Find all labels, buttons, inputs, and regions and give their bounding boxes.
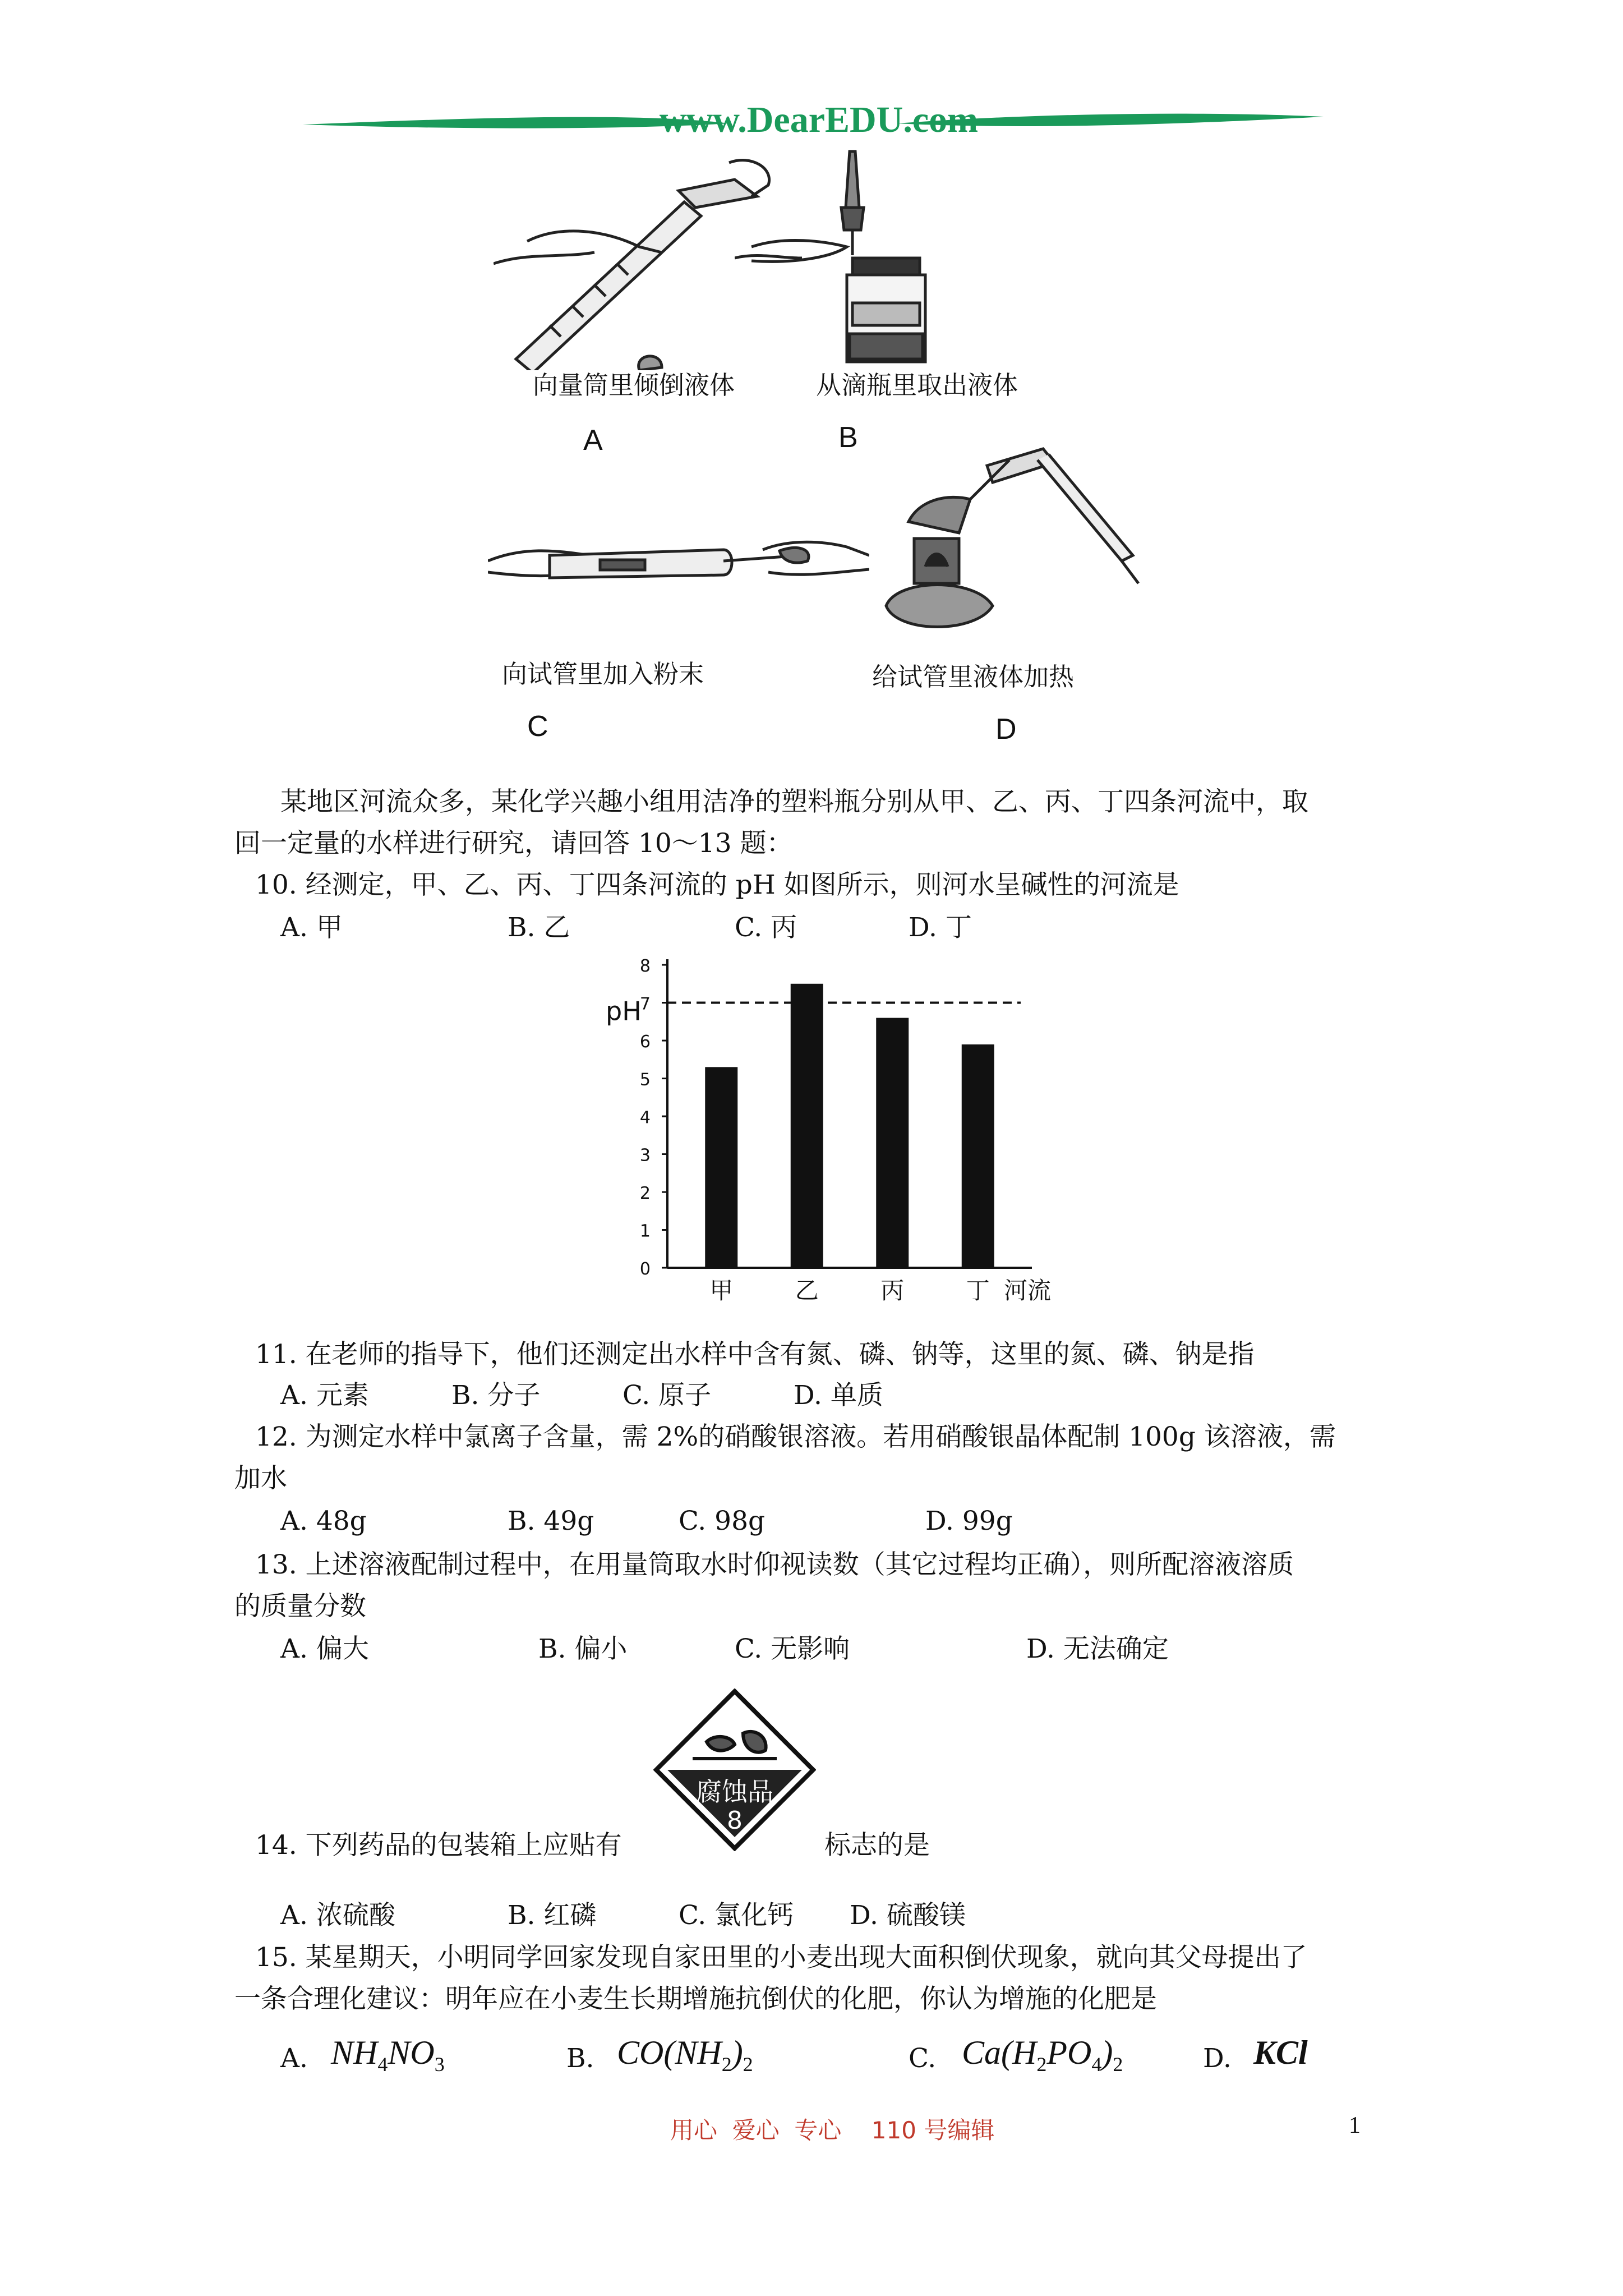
header-banner <box>303 101 1324 146</box>
y-tick-label: 3 <box>639 1145 651 1166</box>
intro-line-2: 回一定量的水样进行研究，请回答 10～13 题： <box>234 828 793 859</box>
q11-option-d[interactable]: D. 单质 <box>794 1380 883 1411</box>
category-label: 乙 <box>795 1277 819 1304</box>
q14-option-b[interactable]: B. 红磷 <box>508 1900 597 1931</box>
header-brand[interactable]: www.DearEDU.com <box>659 99 979 140</box>
q15-option-a-letter[interactable]: A. <box>280 2043 308 2074</box>
category-label: 甲 <box>709 1277 734 1304</box>
category-label: 丙 <box>880 1277 905 1304</box>
q12-option-a[interactable]: A. 48g <box>280 1506 367 1536</box>
footer-text: 用心 爱心 专心 110 号编辑 <box>670 2116 995 2144</box>
figure-a-letter: A <box>583 424 603 457</box>
figure-c-letter: C <box>527 710 548 743</box>
figure-d-illustration <box>875 438 1144 639</box>
q14-text-before: 14. 下列药品的包装箱上应贴有 <box>255 1830 622 1861</box>
q15-option-b-letter[interactable]: B. <box>566 2043 594 2074</box>
y-tick-label: 2 <box>639 1184 651 1203</box>
y-axis-label: pH <box>606 996 642 1027</box>
q15-option-d-formula: KCl <box>1253 2034 1308 2071</box>
ph-chart-svg <box>594 948 1054 1318</box>
bar-0 <box>705 1067 737 1268</box>
q15-option-b-formula: $CO(NH_2)_2$ <box>617 2034 753 2076</box>
q12-text-line-1: 12. 为测定水样中氯离子含量，需 2%的硝酸银溶液。若用硝酸银晶体配制 100g 该溶液，需 <box>255 1421 1336 1452</box>
bar-3 <box>962 1045 994 1268</box>
y-tick-label: 0 <box>639 1259 651 1279</box>
q13-option-d[interactable]: D. 无法确定 <box>1026 1634 1169 1664</box>
bar-2 <box>876 1018 909 1268</box>
q11-option-a[interactable]: A. 元素 <box>280 1380 369 1411</box>
q11-text: 11. 在老师的指导下，他们还测定出水样中含有氮、磷、钠等，这里的氮、磷、钠是指 <box>255 1339 1255 1370</box>
q14-option-a[interactable]: A. 浓硫酸 <box>280 1900 395 1931</box>
page-number: 1 <box>1349 2113 1361 2138</box>
figure-c-illustration <box>488 516 869 606</box>
q15-text-line-2: 一条合理化建议：明年应在小麦生长期增施抗倒伏的化肥，你认为增施的化肥是 <box>234 1984 1157 2014</box>
q14-option-d[interactable]: D. 硫酸镁 <box>850 1900 966 1931</box>
y-tick-label: 1 <box>639 1221 651 1241</box>
q15-option-c-formula: $Ca(H_2PO_4)_2$ <box>962 2034 1123 2076</box>
y-tick-label: 5 <box>639 1070 651 1090</box>
q15-text-line-1: 15. 某星期天，小明同学回家发现自家田里的小麦出现大面积倒伏现象，就向其父母提出了 <box>255 1942 1307 1973</box>
figure-d-letter: D <box>995 713 1017 746</box>
q14-option-c[interactable]: C. 氯化钙 <box>679 1900 794 1931</box>
q13-option-a[interactable]: A. 偏大 <box>280 1634 369 1664</box>
q12-option-c[interactable]: C. 98g <box>679 1506 766 1536</box>
y-tick-label: 8 <box>639 956 651 976</box>
figure-b-letter: B <box>838 421 858 454</box>
corrosive-sign <box>653 1688 816 1851</box>
y-tick-label: 4 <box>639 1108 651 1128</box>
q15-option-d-letter[interactable]: D. <box>1203 2043 1232 2074</box>
category-label: 丁 <box>966 1277 990 1304</box>
ph-bar-chart <box>594 948 1054 1318</box>
q13-option-b[interactable]: B. 偏小 <box>538 1634 628 1664</box>
q13-option-c[interactable]: C. 无影响 <box>735 1634 850 1664</box>
q12-option-b[interactable]: B. 49g <box>508 1506 594 1536</box>
y-tick-label: 7 <box>639 994 651 1014</box>
intro-line-1: 某地区河流众多，某化学兴趣小组用洁净的塑料瓶分别从甲、乙、丙、丁四条河流中，取 <box>280 786 1308 817</box>
figure-b-caption: 从滴瓶里取出液体 <box>816 370 1018 400</box>
figure-a-caption: 向量筒里倾倒液体 <box>533 370 735 400</box>
q11-option-c[interactable]: C. 原子 <box>623 1380 712 1411</box>
corrosive-sign-number: 8 <box>727 1806 743 1835</box>
q10-option-d[interactable]: D. 丁 <box>909 912 972 943</box>
corrosive-sign-label: 腐蚀品 <box>696 1777 773 1807</box>
q15-option-a-formula: $NH_4NO_3$ <box>331 2034 445 2076</box>
x-axis-label: 河流 <box>1004 1277 1052 1304</box>
q15-option-c-letter[interactable]: C. <box>909 2043 937 2074</box>
q12-text-line-2: 加水 <box>234 1463 287 1494</box>
q13-text-line-2: 的质量分数 <box>234 1591 366 1622</box>
bar-1 <box>791 984 823 1268</box>
q10-option-b[interactable]: B. 乙 <box>508 912 570 943</box>
q13-text-line-1: 13. 上述溶液配制过程中，在用量筒取水时仰视读数（其它过程均正确），则所配溶液溶质 <box>255 1549 1294 1580</box>
y-tick-label: 6 <box>639 1032 651 1052</box>
q14-text-after: 标志的是 <box>824 1830 930 1861</box>
figure-d-caption: 给试管里液体加热 <box>872 662 1075 692</box>
q10-option-a[interactable]: A. 甲 <box>280 912 343 943</box>
q11-option-b[interactable]: B. 分子 <box>451 1380 541 1411</box>
q12-option-d[interactable]: D. 99g <box>925 1506 1013 1536</box>
q10-text: 10. 经测定，甲、乙、丙、丁四条河流的 pH 如图所示，则河水呈碱性的河流是 <box>255 869 1179 900</box>
figure-c-caption: 向试管里加入粉末 <box>502 659 704 689</box>
figure-b-illustration <box>735 146 948 370</box>
q10-option-c[interactable]: C. 丙 <box>735 912 797 943</box>
